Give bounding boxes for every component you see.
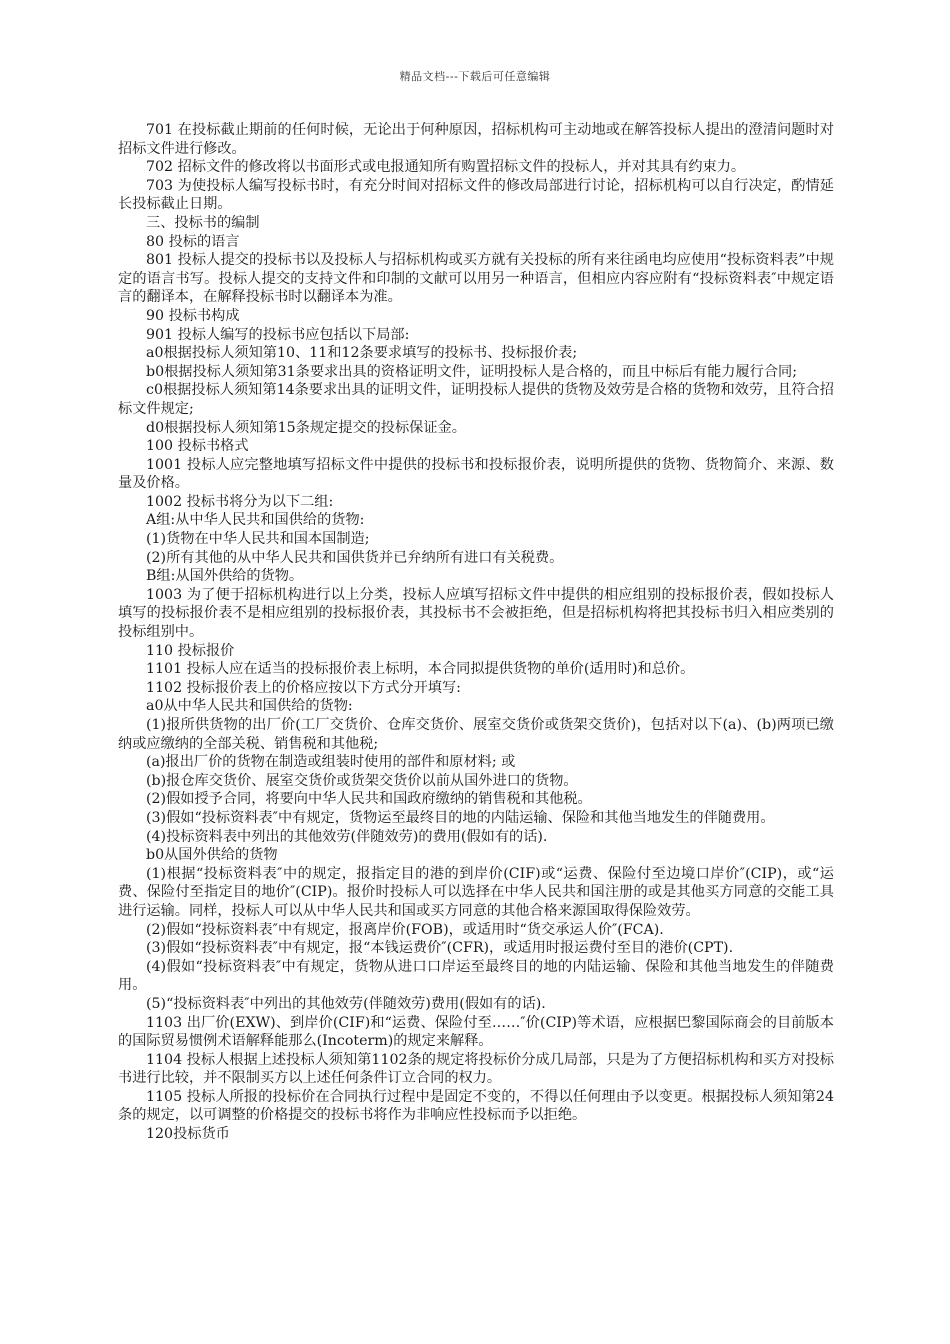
paragraph: 90 投标书构成 — [146, 307, 240, 324]
paragraph: (2)假如授予合同，将要向中华人民共和国政府缴纳的销售税和其他税。 — [146, 791, 592, 808]
paragraph: 701 在投标截止期前的任何时候，无论出于何种原因，招标机构可主动地或在解答投标人提出的澄清问题时对招标文件进行修改。 — [118, 122, 834, 157]
paragraph: (4)假如“投标资料表″中有规定，货物从进口口岸运至最终目的地的内陆运输、保险和其他当地发生的伴随费用。 — [118, 958, 834, 994]
paragraph: a0从中华人民共和国供给的货物: — [146, 698, 353, 715]
paragraph: d0根据投标人须知第15条规定提交的投标保证金。 — [146, 419, 466, 436]
paragraph: 1101 投标人应在适当的投标报价表上标明，本合同拟提供货物的单价(适用时)和总价。 — [146, 661, 695, 678]
paragraph: 1102 投标报价表上的价格应按以下方式分开填写: — [146, 679, 461, 696]
paragraph: 703 为使投标人编写投标书时，有充分时间对招标文件的修改局部进行讨论，招标机构可以自行决定，酌情延长投标截止日期。 — [118, 177, 834, 213]
paragraph: (b)报仓库交货价、展室交货价或货架交货价以前从国外进口的货物。 — [146, 772, 578, 789]
paragraph: A组:从中华人民共和国供给的货物: — [146, 512, 365, 529]
paragraph: 100 投标书格式 — [146, 438, 249, 455]
paragraph: a0根据投标人须知第10、11和12条要求填写的投标书、投标报价表; — [146, 345, 578, 362]
paragraph: 80 投标的语言 — [146, 233, 240, 250]
paragraph: 三、投标书的编制 — [146, 214, 260, 231]
paragraph: 1003 为了便于招标机构进行以上分类，投标人应填写招标文件中提供的相应组别的投标报价表，假如投标人填写的投标报价表不是相应组别的投标报价表，其投标书不会被拒绝，但是招标机构将把其投标书归入相应类别的投标组别中。 — [118, 586, 834, 641]
paragraph: 1104 投标人根据上述投标人须知第1102条的规定将投标价分成几局部，只是为了方便招标机构和买方对投标书进行比较，并不限制买方以上述任何条件订立合同的权力。 — [118, 1051, 834, 1087]
paragraph: (2)所有其他的从中华人民共和国供货并已弁纳所有进口有关税费。 — [146, 549, 564, 566]
paragraph: 1001 投标人应完整地填写招标文件中提供的投标书和投标报价表，说明所提供的货物、货物简介、来源、数量及价格。 — [118, 456, 834, 492]
paragraph: 901 投标人编写的投标书应包括以下局部: — [146, 326, 410, 343]
paragraph: 801 投标人提交的投标书以及投标人与招标机构或买方就有关投标的所有来往函电均应使用“投标资料表”中规定的语言书写。投标人提交的支持文件和印制的文献可以用另一种语言，但相应内容应附有“投标资料表″中规定语言的翻译本，在解释投标书时以翻译本为准。 — [118, 252, 834, 306]
paragraph: (3)假如“投标资料表″中有规定，货物运至最终目的地的内陆运输、保险和其他当地发生的伴随费用。 — [146, 809, 775, 826]
paragraph: b0从国外供给的货物 — [146, 847, 278, 864]
paragraph: 702 招标文件的修改将以书面形式或电报通知所有购置招标文件的投标人，并对其具有约束力。 — [146, 159, 746, 176]
paragraph: (4)投标资料表中列出的其他效劳(伴随效劳)的费用(假如有的话). — [146, 828, 548, 845]
paragraph: (2)假如“投标资料表″中有规定，报离岸价(FOB)，或适用时“货交承运人价″(FCA). — [146, 921, 664, 938]
paragraph: (1)根据“投标资料表″中的规定，报指定目的港的到岸价(CIF)或“运费、保险付至边境口岸价″(CIP)，或“运费、保险付至指定目的地价″(CIP)。报价时投标人可以选择在中华人民共和国注册的或是其他买方同意的交能工具进行运输。同样，投标人可以从中华人民共和国或买方同意的其他合格来源国取得保险效劳。 — [118, 865, 834, 919]
paragraph: 1002 投标书将分为以下二组: — [146, 493, 334, 510]
paragraph: 120投标货币 — [146, 1126, 230, 1143]
paragraph: 110 投标报价 — [146, 642, 235, 659]
document-body — [118, 121, 834, 1144]
paragraph: 1103 出厂价(EXW)、到岸价(CIF)和“运费、保险付至……″价(CIP)等术语，应根据巴黎国际商会的目前版本的国际贸易惯例术语解释能那么(Incoterm)的规定来解释。 — [118, 1014, 834, 1050]
paragraph: (5)“投标资料表″中列出的其他效劳(伴随效劳)费用(假如有的话). — [146, 995, 546, 1012]
paragraph: b0根据投标人须知第31条要求出具的资格证明文件，证明投标人是合格的，而且中标后有能力履行合同; — [146, 363, 798, 380]
paragraph: (1)货物在中华人民共和国本国制造; — [146, 531, 370, 548]
paragraph: B组:从国外供给的货物。 — [146, 568, 304, 585]
paragraph: c0根据投标人须知第14条要求出具的证明文件，证明投标人提供的货物及效劳是合格的货物和效劳，且符合招标文件规定; — [118, 382, 834, 417]
paragraph: (a)报出厂价的货物在制造或组装时使用的部件和原材料; 或 — [146, 754, 516, 771]
paragraph: (1)报所供货物的出厂价(工厂交货价、仓库交货价、展室交货价或货架交货价)，包括对以下(a)、(b)两项已缴纳或应缴纳的全部关税、销售税和其他税; — [118, 717, 834, 752]
paragraph: 1105 投标人所报的投标价在合同执行过程中是固定不变的，不得以任何理由予以变更。根据投标人须知第24条的规定，以可调整的价格提交的投标书将作为非响应性投标而予以拒绝。 — [118, 1088, 834, 1124]
paragraph: (3)假如“投标资料表″中有规定，报“本钱运费价″(CFR)，或适用时报运费付至目的港价(CPT). — [146, 940, 734, 957]
page-header: 精品文档---下载后可任意编辑 — [399, 70, 551, 83]
